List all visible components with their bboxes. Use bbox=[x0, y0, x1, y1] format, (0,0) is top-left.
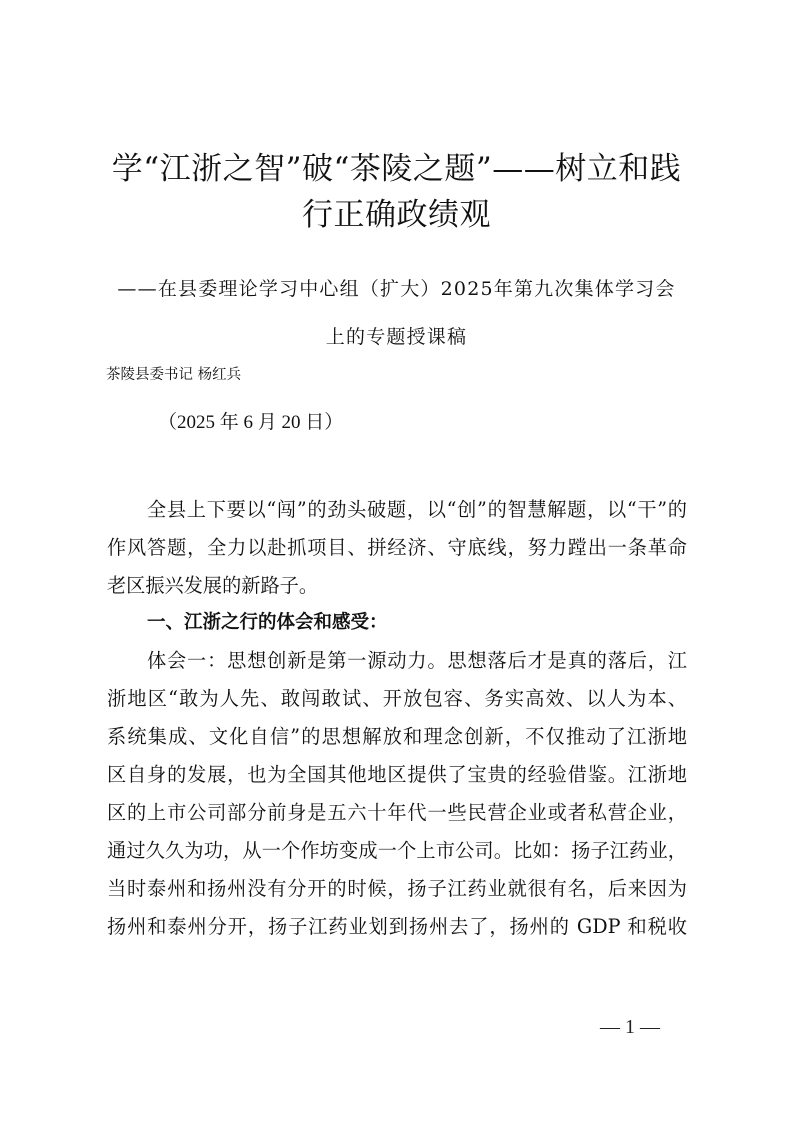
body-line: 扬州和泰州分开，扬子江药业划到扬州去了，扬州的 GDP 和税收 bbox=[107, 915, 687, 938]
document-subtitle-line-2: 上的专题授课稿 bbox=[325, 326, 468, 348]
body-line: 区自身的发展，也为全国其他地区提供了宝贵的经验借鉴。江浙地 bbox=[107, 763, 687, 786]
body-line: 当时泰州和扬州没有分开的时候，扬子江药业就很有名，后来因为 bbox=[107, 877, 687, 900]
body-line: 浙地区“敢为人先、敢闯敢试、开放包容、务实高效、以人为本、 bbox=[107, 687, 687, 710]
document-subtitle-line-1: ——在县委理论学习中心组（扩大）2025年第九次集体学习会 bbox=[117, 278, 676, 300]
body-line: 系统集成、文化自信”的思想解放和理念创新，不仅推动了江浙地 bbox=[107, 725, 687, 748]
body-line: 通过久久为功，从一个作坊变成一个上市公司。比如：扬子江药业， bbox=[107, 839, 687, 862]
section-heading: 一、江浙之行的体会和感受： bbox=[147, 612, 388, 633]
intro-line: 老区振兴发展的新路子。 bbox=[107, 574, 319, 597]
document-date: （2025 年 6 月 20 日） bbox=[158, 412, 344, 433]
body-line: 体会一：思想创新是第一源动力。思想落后才是真的落后，江 bbox=[147, 649, 687, 672]
document-title-line-1: 学“江浙之智”破“茶陵之题”——树立和践 bbox=[111, 151, 682, 187]
body-line: 区的上市公司部分前身是五六十年代一些民营企业或者私营企业， bbox=[107, 801, 687, 824]
page-number: — 1 — bbox=[600, 1016, 660, 1038]
intro-line: 全县上下要以“闯”的劲头破题，以“创”的智慧解题，以“干”的 bbox=[147, 498, 687, 521]
document-title-line-2: 行正确政绩观 bbox=[302, 197, 491, 233]
author-byline: 茶陵县委书记 杨红兵 bbox=[106, 367, 242, 383]
intro-line: 作风答题，全力以赴抓项目、拼经济、守底线，努力蹚出一条革命 bbox=[107, 536, 687, 559]
